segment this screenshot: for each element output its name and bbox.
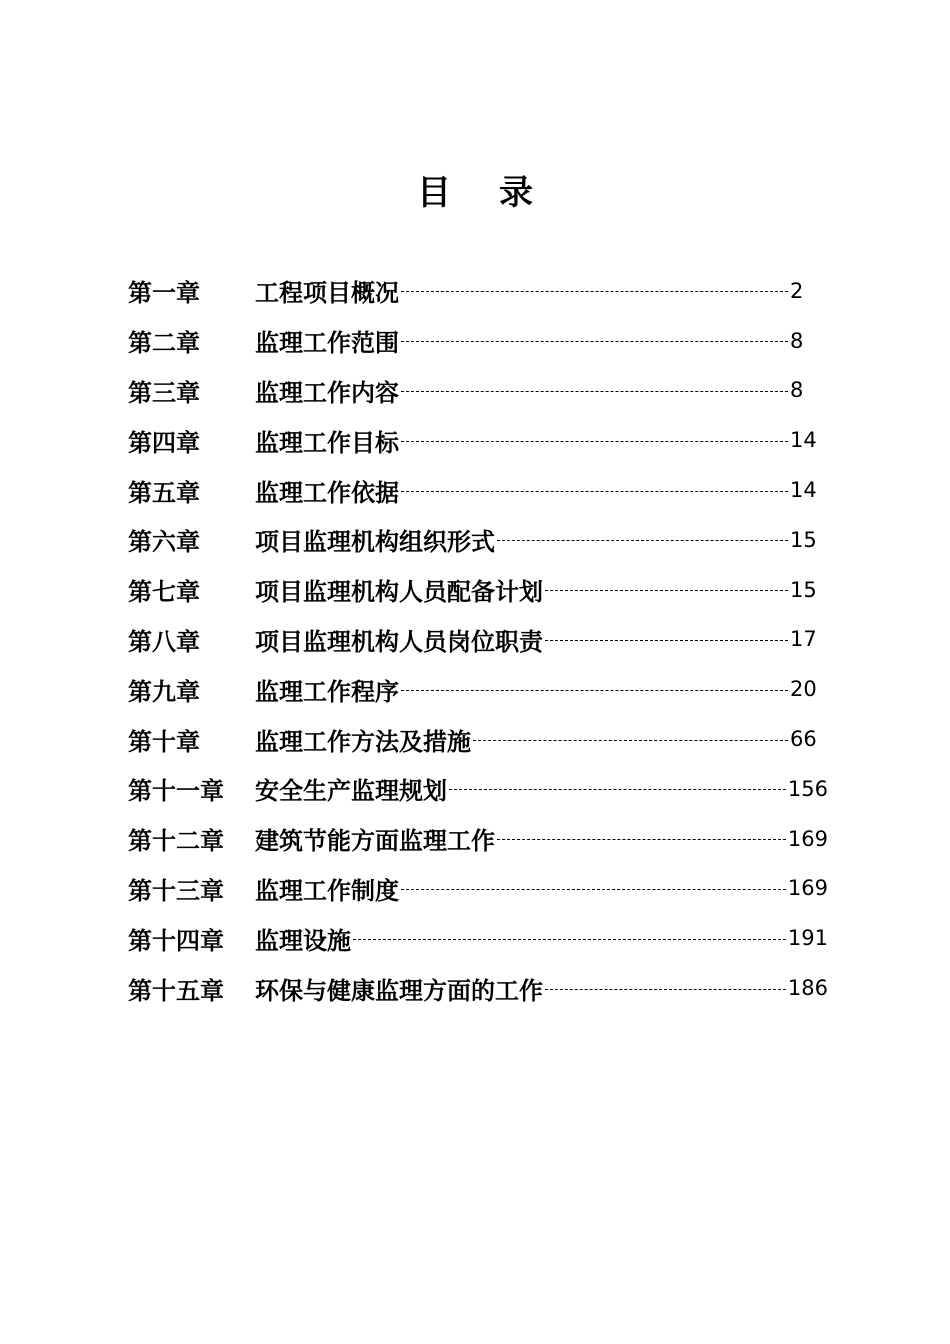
toc-entry[interactable] <box>128 366 828 416</box>
dotted-leader <box>401 391 788 392</box>
chapter-number: 第十二章 <box>128 827 224 856</box>
page-number: 15 <box>790 527 817 552</box>
chapter-title: 安全生产监理规划 <box>255 777 447 806</box>
chapter-title: 监理工作内容 <box>255 378 399 407</box>
chapter-number: 第一章 <box>128 279 200 308</box>
dotted-leader <box>353 939 786 940</box>
page-number: 169 <box>787 876 828 901</box>
dotted-leader <box>401 491 788 492</box>
chapter-number: 第十一章 <box>128 777 224 806</box>
toc-entry[interactable] <box>128 415 828 465</box>
chapter-title: 监理工作依据 <box>255 478 399 507</box>
page-number: 14 <box>790 478 817 503</box>
page-title-left: 目 <box>417 173 451 213</box>
chapter-title: 监理工作范围 <box>255 329 399 358</box>
chapter-title: 监理工作方法及措施 <box>255 727 471 756</box>
chapter-title: 环保与健康监理方面的工作 <box>255 976 543 1005</box>
chapter-title: 监理设施 <box>255 926 351 955</box>
page-number: 191 <box>787 926 828 951</box>
toc-entry[interactable] <box>128 565 828 615</box>
dotted-leader <box>497 540 788 541</box>
page-number: 2 <box>790 278 804 303</box>
toc-entry[interactable] <box>128 963 828 1013</box>
dotted-leader <box>449 789 786 790</box>
page-number: 15 <box>790 577 817 602</box>
dotted-leader <box>401 441 788 442</box>
chapter-number: 第七章 <box>128 578 200 607</box>
chapter-number: 第十三章 <box>128 876 224 905</box>
toc-entry[interactable] <box>128 764 828 814</box>
toc-entry[interactable] <box>128 266 828 316</box>
page-number: 8 <box>790 378 804 403</box>
toc-entry[interactable] <box>128 615 828 665</box>
chapter-number: 第九章 <box>128 677 200 706</box>
toc-entry[interactable] <box>128 664 828 714</box>
chapter-number: 第四章 <box>128 428 200 457</box>
page-number: 156 <box>787 776 828 801</box>
chapter-title: 监理工作制度 <box>255 876 399 905</box>
page-number: 8 <box>790 328 804 353</box>
dotted-leader <box>401 341 788 342</box>
toc-entry[interactable] <box>128 913 828 963</box>
chapter-number: 第八章 <box>128 627 200 656</box>
toc-entry[interactable] <box>128 515 828 565</box>
chapter-title: 项目监理机构人员配备计划 <box>255 578 543 607</box>
dotted-leader <box>545 989 786 990</box>
dotted-leader <box>473 740 788 741</box>
chapter-number: 第三章 <box>128 378 200 407</box>
dotted-leader <box>401 690 788 691</box>
chapter-number: 第五章 <box>128 478 200 507</box>
chapter-number: 第十章 <box>128 727 200 756</box>
dotted-leader <box>497 839 786 840</box>
chapter-title: 监理工作目标 <box>255 428 399 457</box>
chapter-number: 第二章 <box>128 329 200 358</box>
dotted-leader <box>545 590 788 591</box>
toc-entry[interactable] <box>128 465 828 515</box>
chapter-title: 建筑节能方面监理工作 <box>255 827 495 856</box>
chapter-title: 监理工作程序 <box>255 677 399 706</box>
chapter-number: 第六章 <box>128 528 200 557</box>
toc-entry[interactable] <box>128 864 828 914</box>
chapter-title: 工程项目概况 <box>255 279 399 308</box>
page-number: 20 <box>790 677 817 702</box>
page-number: 169 <box>787 826 828 851</box>
toc-entry[interactable] <box>128 316 828 366</box>
table-of-contents <box>128 266 828 1013</box>
page-number: 17 <box>790 627 817 652</box>
chapter-title: 项目监理机构组织形式 <box>255 528 495 557</box>
chapter-number: 第十五章 <box>128 976 224 1005</box>
chapter-number: 第十四章 <box>128 926 224 955</box>
page-title-right: 录 <box>499 173 533 213</box>
page-number: 66 <box>790 727 817 752</box>
page-title <box>0 165 950 214</box>
page-number: 14 <box>790 428 817 453</box>
toc-entry[interactable] <box>128 814 828 864</box>
page-number: 186 <box>787 976 828 1001</box>
toc-entry[interactable] <box>128 714 828 764</box>
chapter-title: 项目监理机构人员岗位职责 <box>255 627 543 656</box>
dotted-leader <box>401 291 788 292</box>
dotted-leader <box>401 889 786 890</box>
dotted-leader <box>545 640 788 641</box>
